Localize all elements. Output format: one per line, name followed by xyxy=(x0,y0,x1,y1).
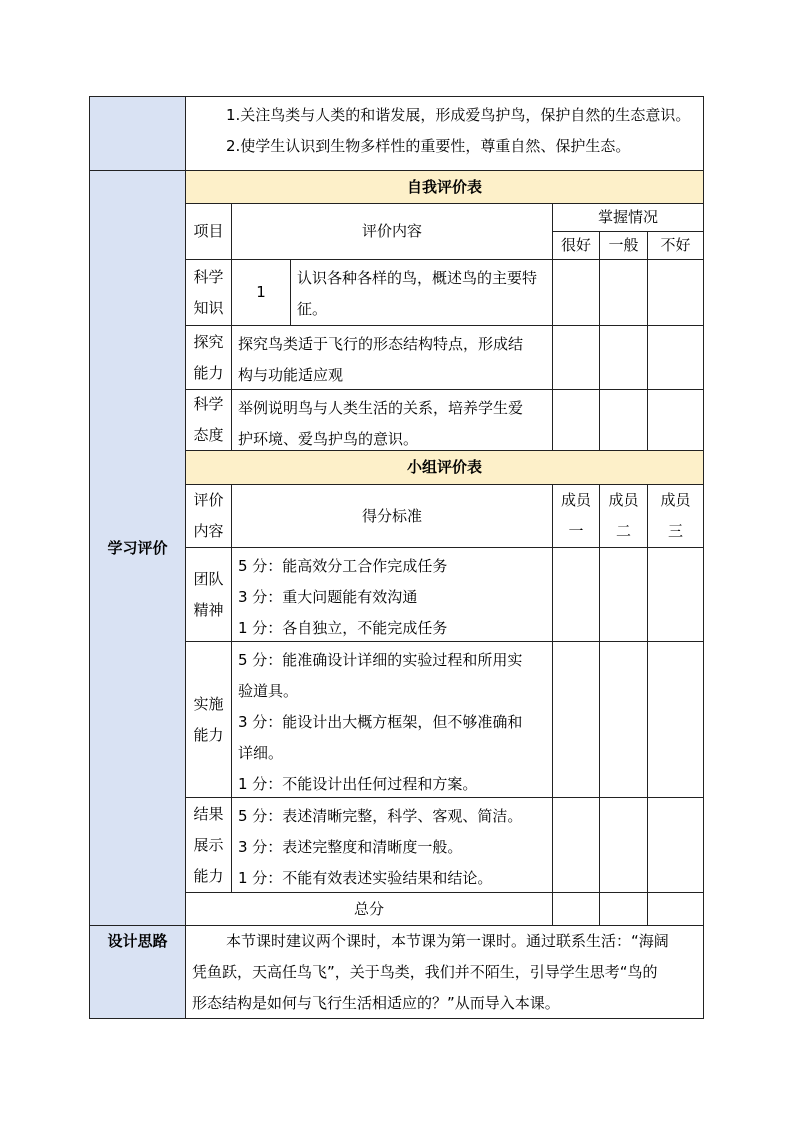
content-line: 认识各种各样的鸟，概述鸟的主要特 xyxy=(297,269,538,287)
category-text: 团队 xyxy=(193,569,224,588)
category-text: 结果 xyxy=(193,804,224,823)
design-line: 凭鱼跃，天高任鸟飞”，关于鸟类，我们并不陌生，引导学生思考“鸟的 xyxy=(192,963,658,981)
level-poor xyxy=(647,231,704,260)
total-label-cell xyxy=(185,892,553,926)
total-label-text: 总分 xyxy=(353,899,384,918)
group-row-3-standard xyxy=(231,797,553,893)
self-row-3-category xyxy=(185,389,232,451)
group-row-1-member-three-cell[interactable] xyxy=(647,547,704,642)
category-text: 展示 xyxy=(193,835,224,854)
category-text: 态度 xyxy=(193,426,224,444)
self-row-1-average-cell[interactable] xyxy=(599,259,648,326)
self-row-2-content xyxy=(231,325,553,390)
standard-line: 3 分：表述完整度和清晰度一般。 xyxy=(238,838,463,856)
standard-line: 5 分：表述清晰完整，科学、客观、简洁。 xyxy=(238,807,523,825)
category-text: 精神 xyxy=(193,600,224,619)
design-label-cell xyxy=(89,925,186,1019)
content-line: 护环境、爱鸟护鸟的意识。 xyxy=(238,430,419,448)
design-line: 形态结构是如何与飞行生活相适应的？”从而导入本课。 xyxy=(192,994,560,1012)
category-text: 能力 xyxy=(193,866,224,885)
standard-line: 3 分：能设计出大概方框架，但不够准确和 xyxy=(238,713,523,731)
member-header-text: 成员 xyxy=(608,491,639,509)
group-row-2-member-two-cell[interactable] xyxy=(599,641,648,798)
level-very-good-text: 很好 xyxy=(560,236,591,254)
self-eval-header-item xyxy=(185,203,232,260)
total-member-two-cell[interactable] xyxy=(599,892,648,926)
standard-line: 3 分：重大问题能有效沟通 xyxy=(238,588,418,606)
member-one-header xyxy=(552,484,600,548)
self-eval-title-text: 自我评价表 xyxy=(406,177,482,196)
category-text: 能力 xyxy=(193,363,224,382)
group-eval-title xyxy=(185,450,704,485)
self-row-3-average-cell[interactable] xyxy=(599,389,648,451)
self-row-3-poor-cell[interactable] xyxy=(647,389,704,451)
design-line: 本节课时建议两个课时，本节课为第一课时。通过联系生活：“海阔 xyxy=(226,932,669,950)
self-eval-header-mastery xyxy=(552,203,704,232)
category-text: 实施 xyxy=(193,694,224,713)
standard-line: 验道具。 xyxy=(238,682,299,700)
level-poor-text: 不好 xyxy=(660,236,691,254)
group-header-standard xyxy=(231,484,553,548)
group-row-3-category xyxy=(185,797,232,893)
objectives-cell xyxy=(185,96,704,171)
self-row-3-very-good-cell[interactable] xyxy=(552,389,600,451)
member-header-text: 成员 xyxy=(560,491,591,509)
standard-line: 1 分：不能有效表述实验结果和结论。 xyxy=(238,869,493,887)
group-row-3-member-one-cell[interactable] xyxy=(552,797,600,893)
self-row-2-very-good-cell[interactable] xyxy=(552,325,600,390)
standard-line: 1 分：各自独立，不能完成任务 xyxy=(238,619,448,637)
group-row-1-category xyxy=(185,547,232,642)
header-item-text: 内容 xyxy=(193,522,224,540)
row-number-text: 1 xyxy=(256,283,266,301)
objective-line-2: 2.使学生认识到生物多样性的重要性，尊重自然、保护生态。 xyxy=(226,137,631,155)
group-row-2-category xyxy=(185,641,232,798)
self-row-2-poor-cell[interactable] xyxy=(647,325,704,390)
content-line: 举例说明鸟与人类生活的关系，培养学生爱 xyxy=(238,399,524,417)
standard-line: 5 分：能准确设计详细的实验过程和所用实 xyxy=(238,651,523,669)
content-line: 征。 xyxy=(297,300,328,318)
self-row-1-category xyxy=(185,259,232,326)
category-text: 能力 xyxy=(193,725,224,744)
header-item-text: 项目 xyxy=(193,222,224,240)
header-mastery-text: 掌握情况 xyxy=(597,208,658,226)
total-member-one-cell[interactable] xyxy=(552,892,600,926)
level-very-good xyxy=(552,231,600,260)
member-header-text: 三 xyxy=(667,522,683,540)
group-row-2-member-one-cell[interactable] xyxy=(552,641,600,798)
member-header-text: 二 xyxy=(615,522,631,540)
member-two-header xyxy=(599,484,648,548)
level-average xyxy=(599,231,648,260)
header-standard-text: 得分标准 xyxy=(361,506,422,525)
group-row-2-standard xyxy=(231,641,553,798)
category-text: 科学 xyxy=(193,395,224,413)
standard-line: 5 分：能高效分工合作完成任务 xyxy=(238,557,448,575)
group-row-2-member-three-cell[interactable] xyxy=(647,641,704,798)
member-three-header xyxy=(647,484,704,548)
group-row-1-standard xyxy=(231,547,553,642)
group-header-item xyxy=(185,484,232,548)
content-line: 构与功能适应观 xyxy=(238,366,344,384)
member-header-text: 一 xyxy=(568,522,584,540)
group-eval-title-text: 小组评价表 xyxy=(406,458,482,476)
group-row-1-member-one-cell[interactable] xyxy=(552,547,600,642)
objective-line-1: 1.关注鸟类与人类的和谐发展，形成爱鸟护鸟，保护自然的生态意识。 xyxy=(226,106,691,124)
objectives-label-cell xyxy=(89,96,186,171)
self-row-1-content xyxy=(290,259,553,326)
category-text: 科学 xyxy=(193,267,224,286)
group-row-3-member-three-cell[interactable] xyxy=(647,797,704,893)
total-member-three-cell[interactable] xyxy=(647,892,704,926)
self-row-1-number xyxy=(231,259,291,326)
self-row-2-category xyxy=(185,325,232,390)
self-eval-title xyxy=(185,170,704,204)
group-row-1-member-two-cell[interactable] xyxy=(599,547,648,642)
self-row-2-average-cell[interactable] xyxy=(599,325,648,390)
standard-line: 1 分：不能设计出任何过程和方案。 xyxy=(238,775,478,793)
design-label-text: 设计思路 xyxy=(107,932,168,950)
category-text: 知识 xyxy=(193,298,224,317)
content-line: 探究鸟类适于飞行的形态结构特点，形成结 xyxy=(238,335,524,353)
self-row-1-poor-cell[interactable] xyxy=(647,259,704,326)
design-content-cell xyxy=(185,925,704,1019)
level-average-text: 一般 xyxy=(608,236,639,254)
group-row-3-member-two-cell[interactable] xyxy=(599,797,648,893)
learning-evaluation-label xyxy=(89,170,186,926)
member-header-text: 成员 xyxy=(660,491,691,509)
standard-line: 详细。 xyxy=(238,744,284,762)
header-content-text: 评价内容 xyxy=(361,222,422,240)
self-eval-header-content xyxy=(231,203,553,260)
category-text: 探究 xyxy=(193,332,224,351)
header-item-text: 评价 xyxy=(193,491,224,509)
learning-evaluation-label-text: 学习评价 xyxy=(107,538,168,557)
self-row-1-very-good-cell[interactable] xyxy=(552,259,600,326)
self-row-3-content xyxy=(231,389,553,451)
